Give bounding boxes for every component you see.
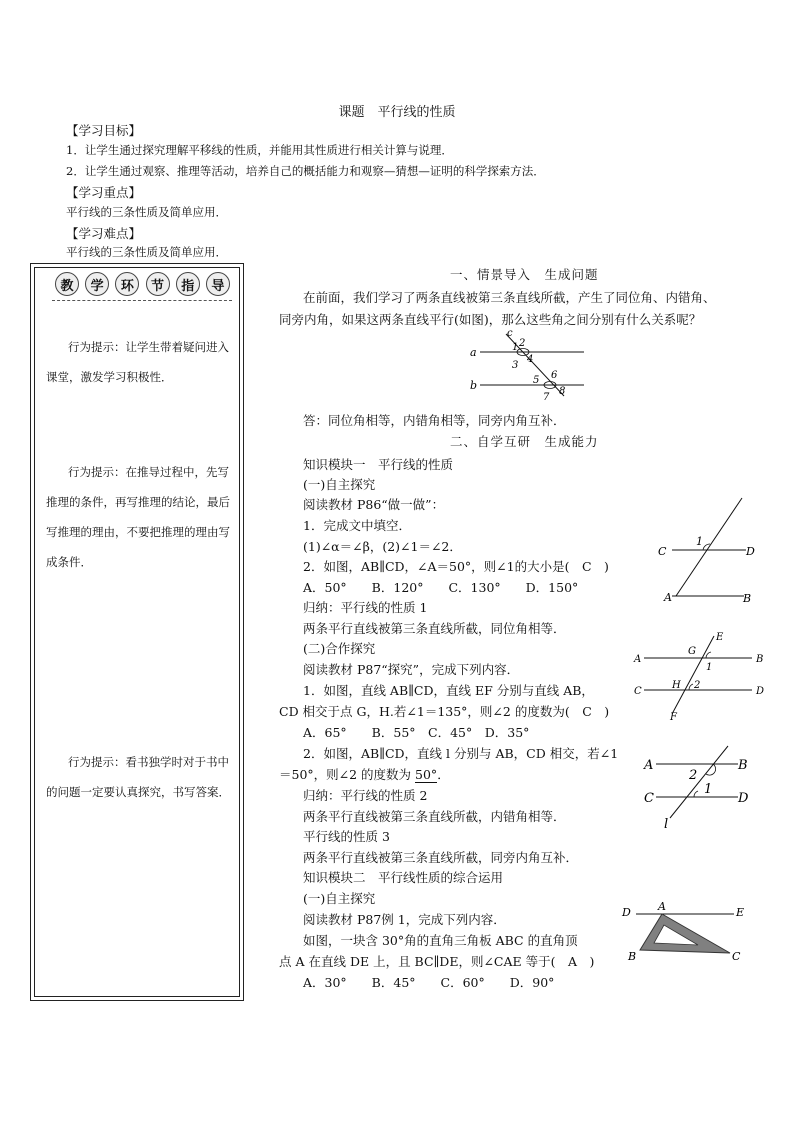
fig3-label-E: E (716, 632, 724, 643)
difficulties-text: 平行线的三条性质及简单应用． (66, 245, 227, 259)
self-explore-1: (一)自主探究 (303, 477, 376, 492)
fig1-label-5: 5 (533, 375, 540, 386)
page-title: 课题 平行线的性质 (338, 105, 456, 120)
fig3-label-A: A (634, 654, 642, 665)
fig5-label-C: C (732, 950, 741, 963)
section2-heading: 二、自学互研 生成能力 (450, 434, 599, 449)
summary3-text: 两条平行直线被第三条直线所截，同旁内角互补． (303, 850, 579, 865)
fig3-label-H: H (672, 680, 681, 691)
fig5-label-B: B (628, 950, 637, 963)
q3-line2: CD 相交于点 G，H.若∠1＝135°，则∠2 的度数为( C ) (279, 704, 610, 719)
fig1-label-1: 1 (512, 342, 519, 353)
q5-line1: 如图，一块含 30°角的直角三角板 ABC 的直角顶 (303, 933, 578, 948)
q2: 2．如图，AB∥CD，∠A＝50°，则∠1的大小是( C ) (303, 559, 609, 574)
coop-explore: (二)合作探究 (303, 641, 376, 656)
summary1-title: 归纳：平行线的性质 1 (303, 600, 428, 615)
guide-badge: 导 (206, 272, 230, 296)
read-2: 阅读教材 P87“探究”，完成下列内容． (303, 662, 520, 677)
tip-3: 行为提示：看书独学时对于书中的问题一定要认真探究，书写答案． (46, 755, 230, 799)
guide-badge: 节 (146, 272, 170, 296)
q2-options: A．50° B．120° C．130° D．150° (303, 580, 579, 595)
read-1: 阅读教材 P86“做一做”： (303, 497, 445, 512)
key-points-text: 平行线的三条性质及简单应用． (66, 205, 227, 219)
objectives-heading: 【学习目标】 (66, 123, 142, 138)
q4-line2-pre: ＝50°，则∠2 的度数为 (279, 767, 416, 782)
figure-q2 (654, 492, 764, 607)
fig4-label-D: D (738, 791, 749, 806)
read-3: 阅读教材 P87例 1，完成下列内容． (303, 912, 506, 927)
q4-line2 (279, 765, 450, 783)
q5-options: A．30° B．45° C．60° D．90° (303, 975, 555, 990)
q5-line2: 点 A 在直线 DE 上，且 BC∥DE，则∠CAE 等于( A ) (279, 954, 595, 969)
fig1-label-4: 4 (527, 354, 534, 365)
section1-para2: 同旁内角，如果这两条直线平行(如图)，那么这些角之间分别有什么关系呢？ (279, 312, 702, 327)
section1-heading: 一、情景导入 生成问题 (450, 267, 599, 282)
difficulties-heading: 【学习难点】 (66, 226, 142, 241)
fig4-label-2: 2 (689, 768, 698, 783)
fig3-label-C: C (634, 686, 642, 697)
module2-title: 知识模块二 平行线性质的综合运用 (303, 870, 504, 885)
fig3-label-F: F (670, 712, 677, 722)
fig4-label-A: A (644, 758, 654, 773)
figure-q5 (618, 898, 776, 968)
guide-badge-row (55, 272, 230, 296)
fig1-label-7: 7 (543, 392, 550, 403)
figure-q4 (640, 740, 770, 832)
module1-title: 知识模块一 平行线的性质 (303, 457, 454, 472)
fig4-label-1: 1 (704, 782, 713, 797)
guide-divider (52, 300, 232, 301)
objective-2: 2．让学生通过观察、推理等活动，培养自己的概括能力和观察—猜想—证明的科学探索方法． (66, 164, 545, 178)
fig3-label-1: 1 (706, 662, 713, 673)
q4-line1: 2．如图，AB∥CD，直线 l 分别与 AB，CD 相交，若∠1 (303, 746, 619, 761)
fig3-label-B: B (756, 654, 764, 665)
fig3-label-G: G (688, 646, 696, 657)
guide-badge: 环 (115, 272, 139, 296)
summary2-text: 两条平行直线被第三条直线所截，内错角相等． (303, 809, 566, 824)
fig1-label-c: c (507, 328, 513, 339)
fig1-label-6: 6 (551, 370, 558, 381)
tip-1: 行为提示：让学生带着疑问进入课堂，激发学习积极性． (46, 340, 229, 384)
q3-options: A．65° B．55° C．45° D．35° (303, 725, 530, 740)
figure-q3 (632, 630, 780, 722)
fig1-label-2: 2 (519, 338, 526, 349)
q4-answer: 50° (415, 767, 438, 782)
q1: 1．完成文中填空． (303, 518, 411, 533)
summary3-title: 平行线的性质 3 (303, 829, 390, 844)
summary2-title: 归纳：平行线的性质 2 (303, 788, 428, 803)
fig2-label-1: 1 (696, 535, 703, 548)
fig2-label-C: C (658, 545, 667, 558)
guide-badge: 教 (55, 272, 79, 296)
fig5-label-A: A (658, 900, 666, 913)
q1-answer: (1)∠α＝∠β，(2)∠1＝∠2． (303, 539, 462, 554)
tip-2: 行为提示：在推导过程中，先写推理的条件，再写推理的结论，最后写推理的理由，不要把推理的理由写成条件． (46, 465, 230, 569)
key-points-heading: 【学习重点】 (66, 185, 142, 200)
summary1-text: 两条平行直线被第三条直线所截，同位角相等． (303, 621, 566, 636)
fig4-label-l: l (664, 817, 669, 832)
fig2-label-B: B (743, 592, 752, 605)
fig3-label-D: D (756, 686, 765, 697)
fig4-label-C: C (644, 791, 654, 806)
section1-answer: 答：同位角相等，内错角相等，同旁内角互补． (303, 413, 566, 428)
fig4-label-B: B (738, 758, 748, 773)
fig1-label-8: 8 (559, 386, 566, 397)
objective-1: 1．让学生通过探究理解平移线的性质，并能用其性质进行相关计算与说理． (66, 143, 453, 157)
fig5-label-D: D (622, 906, 631, 919)
self-explore-2: (一)自主探究 (303, 891, 376, 906)
q4-line2-post: ． (437, 767, 450, 782)
fig2-label-A: A (664, 591, 672, 604)
section1-para1: 在前面，我们学习了两条直线被第三条直线所截，产生了同位角、内错角、 (303, 290, 716, 305)
fig1-label-3: 3 (512, 360, 519, 371)
fig5-label-E: E (736, 906, 745, 919)
fig1-label-a: a (470, 346, 477, 359)
guide-badge: 指 (176, 272, 200, 296)
figure-parallel-transversal (466, 328, 596, 404)
fig1-label-b: b (470, 379, 478, 392)
q3-line1: 1．如图，直线 AB∥CD，直线 EF 分别与直线 AB， (303, 683, 594, 698)
fig3-label-2: 2 (694, 680, 701, 691)
fig2-label-D: D (746, 545, 755, 558)
guide-badge: 学 (85, 272, 109, 296)
